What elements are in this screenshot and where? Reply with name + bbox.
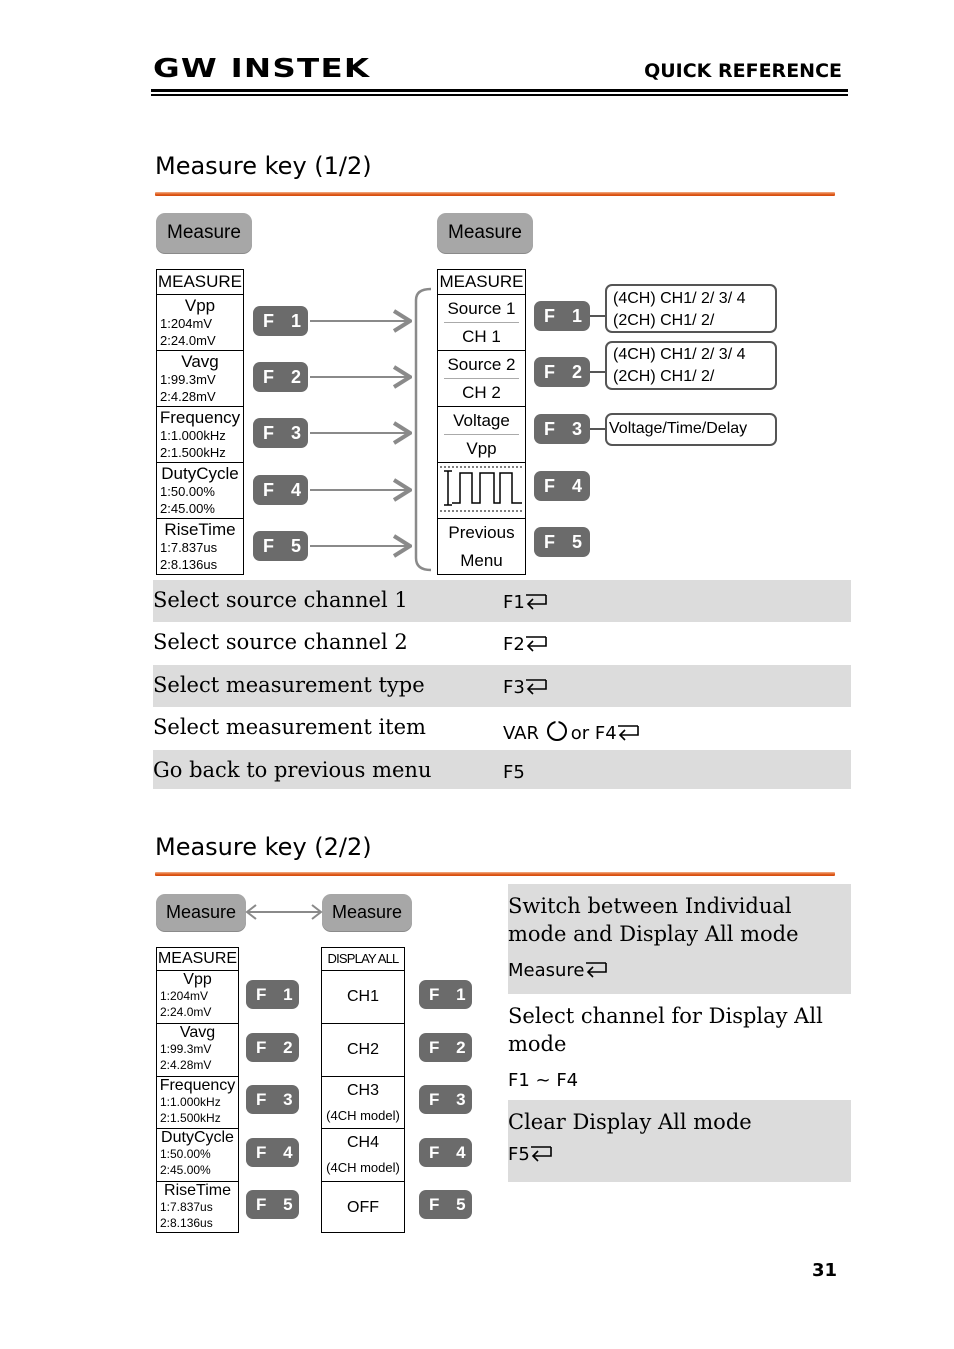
f3-key[interactable]: F 3 — [246, 1085, 299, 1114]
menu-item-value: 2:45.00% — [160, 501, 215, 516]
key-label: F5 — [508, 1144, 530, 1165]
key-label: F2 — [503, 634, 525, 655]
description-block — [508, 994, 851, 1100]
option-line: (4CH) CH1/ 2/ 3/ 4 — [613, 346, 746, 363]
menu-item-name: Frequency — [159, 408, 241, 427]
menu-item-type — [438, 407, 525, 463]
section1-underline — [155, 192, 835, 196]
table-row — [153, 580, 851, 622]
description-text: Clear Display All mode — [508, 1110, 752, 1134]
enter-icon — [525, 679, 547, 695]
menu-header: MEASURE — [157, 948, 238, 971]
menu-item-value: 2:24.0mV — [160, 333, 216, 348]
menu-item-off — [322, 1182, 404, 1235]
f4-key[interactable]: F 4 — [253, 475, 308, 505]
option-line: (4CH) CH1/ 2/ 3/ 4 — [613, 290, 746, 307]
menu-item-label: Previous — [448, 523, 515, 542]
menu-item-previous — [438, 519, 525, 575]
menu-item-value: 2:4.28mV — [160, 1057, 212, 1072]
gw-instek-logo: GW INSTEK — [153, 54, 371, 84]
bracket — [416, 289, 431, 570]
key-label: VAR — [503, 723, 539, 744]
menu-header: MEASURE — [438, 270, 525, 295]
menu-item — [157, 519, 243, 575]
menu-item-value: 1:1.000kHz — [160, 428, 226, 443]
menu-item-value: Vpp — [466, 439, 497, 458]
menu-item-value: CH 2 — [462, 383, 501, 402]
description-text: Switch between Individual mode and Display All mode — [508, 894, 799, 946]
measure-key-button[interactable]: Measure — [156, 894, 246, 931]
row-key — [503, 592, 547, 613]
enter-icon — [585, 962, 607, 978]
key-label: Measure — [508, 960, 585, 981]
description-block — [508, 1100, 851, 1182]
menu-item-label: CH1 — [346, 988, 379, 1005]
f1-key[interactable]: F 1 — [419, 980, 472, 1009]
description-key — [508, 1136, 851, 1165]
display-all-menu-panel — [321, 947, 405, 1233]
table-row — [153, 707, 851, 749]
menu-item-value: 1:50.00% — [160, 484, 215, 499]
row-description: Select source channel 1 — [153, 588, 408, 612]
f2-key[interactable]: F 2 — [534, 357, 590, 387]
menu-item-label: Menu — [460, 551, 503, 570]
var-knob-icon — [545, 719, 571, 743]
header-rule — [151, 89, 848, 92]
f2-key[interactable]: F 2 — [419, 1033, 472, 1062]
measure-key-button[interactable]: Measure — [156, 213, 252, 253]
menu-item-ch3 — [322, 1077, 404, 1130]
menu-item-note: (4CH model) — [326, 1107, 400, 1123]
menu-item-value: 1:7.837us — [160, 1200, 213, 1215]
menu-item-value: 2:45.00% — [160, 1163, 211, 1178]
key-label: F1 — [503, 592, 525, 613]
table-row — [153, 665, 851, 707]
option-line: (2CH) CH1/ 2/ — [613, 368, 715, 385]
row-key: F5 — [503, 762, 525, 783]
f1-key[interactable]: F 1 — [534, 301, 590, 331]
table-row — [153, 622, 851, 664]
menu-item-label: Source 1 — [444, 295, 519, 323]
menu-item-name: Vpp — [184, 296, 216, 315]
menu-item-value: 2:1.500kHz — [160, 445, 226, 460]
f5-key[interactable]: F 5 — [419, 1190, 472, 1219]
menu-item-value: 1:204mV — [160, 316, 213, 331]
row-description: Select measurement item — [153, 715, 426, 739]
description-key: F1 ~ F4 — [508, 1070, 579, 1091]
page-number: 31 — [812, 1260, 838, 1281]
menu-item-name: Vavg — [181, 352, 219, 371]
row-key — [503, 634, 547, 655]
measure-key-button[interactable]: Measure — [322, 894, 412, 931]
option-line: (2CH) CH1/ 2/ — [613, 312, 715, 329]
menu-item-name: DutyCycle — [161, 464, 239, 483]
row-key — [503, 677, 547, 698]
row-description: Select measurement type — [153, 673, 425, 697]
f2-key[interactable]: F 2 — [253, 362, 308, 392]
f4-key[interactable]: F 4 — [246, 1138, 299, 1167]
menu-item-value: 1:7.837us — [160, 540, 218, 555]
row-description: Go back to previous menu — [153, 758, 432, 782]
menu-item-source2 — [438, 351, 525, 407]
measurement-type-options — [605, 413, 777, 446]
key-label: F3 — [503, 677, 525, 698]
menu-item-value: 1:204mV — [160, 989, 209, 1003]
flow-arrows — [300, 280, 440, 580]
menu-item-ch2 — [322, 1024, 404, 1077]
menu-item-label: OFF — [347, 1199, 379, 1217]
row-key — [503, 719, 639, 744]
menu-item — [157, 971, 238, 1024]
menu-item-value: 1:1.000kHz — [160, 1094, 221, 1109]
menu-item — [157, 1077, 238, 1130]
table-row — [153, 750, 851, 789]
menu-item-value: 1:99.3mV — [160, 372, 216, 387]
menu-item-note: (4CH model) — [326, 1160, 400, 1176]
f4-key[interactable]: F 4 — [534, 471, 590, 501]
menu-item-value: 2:24.0mV — [160, 1005, 212, 1019]
source-channel-options — [605, 284, 777, 333]
f5-key[interactable]: F 5 — [253, 531, 308, 561]
header-rule-thin — [151, 94, 848, 96]
menu-item-value: 2:8.136us — [160, 1216, 213, 1231]
enter-icon — [617, 725, 639, 741]
menu-item — [157, 463, 243, 519]
f5-key[interactable]: F 5 — [246, 1190, 299, 1219]
measure-key-button[interactable]: Measure — [437, 213, 533, 253]
menu-item-ch1 — [322, 971, 404, 1024]
menu-item-label: CH2 — [346, 1040, 379, 1058]
menu-item-value: 2:4.28mV — [160, 389, 216, 404]
menu-header: MEASURE — [157, 270, 243, 295]
enter-icon — [525, 594, 547, 610]
menu-header: DISPLAY ALL — [322, 948, 404, 971]
menu-item — [157, 407, 243, 463]
source-channel-options — [605, 341, 777, 390]
f3-key[interactable]: F 3 — [419, 1085, 472, 1114]
menu-item-label: Source 2 — [444, 351, 519, 379]
menu-item-value: CH 1 — [462, 327, 501, 346]
menu-item-waveform — [438, 463, 525, 519]
menu-item-value: 1:50.00% — [160, 1147, 211, 1162]
menu-item — [157, 1182, 238, 1235]
measure-menu-panel — [156, 269, 244, 575]
menu-item-name: Vpp — [183, 971, 212, 988]
enter-icon — [530, 1146, 552, 1162]
f1-key[interactable]: F 1 — [253, 306, 308, 336]
menu-item-value: 1:99.3mV — [160, 1041, 212, 1056]
section2-title: Measure key (2/2) — [155, 833, 372, 861]
menu-item — [157, 1129, 238, 1182]
menu-item-name: DutyCycle — [161, 1129, 234, 1147]
menu-item-label: CH3 — [346, 1081, 379, 1099]
f1-key[interactable]: F 1 — [246, 980, 299, 1009]
menu-item — [157, 351, 243, 407]
section1-title: Measure key (1/2) — [155, 152, 372, 180]
menu-item-label: CH4 — [346, 1134, 379, 1152]
pulse-waveform-icon — [438, 463, 525, 515]
option-line: Voltage/Time/Delay — [609, 420, 748, 437]
f2-key[interactable]: F 2 — [246, 1033, 299, 1062]
menu-item — [157, 1024, 238, 1077]
key-label: or F4 — [570, 723, 617, 744]
f3-key[interactable]: F 3 — [534, 414, 590, 444]
menu-item-ch4 — [322, 1129, 404, 1182]
menu-item-value: 2:8.136us — [160, 557, 218, 572]
menu-item-name: Frequency — [159, 1076, 236, 1094]
measure-source-menu-panel — [437, 269, 526, 575]
description-key — [508, 948, 851, 981]
description-block — [508, 884, 851, 994]
menu-item-value: 2:1.500kHz — [160, 1110, 221, 1125]
menu-item-name: Vavg — [179, 1023, 216, 1041]
description-text: Select channel for Display All mode — [508, 1004, 823, 1056]
menu-item-name: RiseTime — [164, 520, 236, 539]
toggle-arrow — [244, 902, 324, 922]
f5-key[interactable]: F 5 — [534, 527, 590, 557]
measure-menu-panel — [156, 947, 239, 1233]
running-header: QUICK REFERENCE — [644, 60, 842, 82]
f4-key[interactable]: F 4 — [419, 1138, 472, 1167]
menu-item-source1 — [438, 295, 525, 351]
row-description: Select source channel 2 — [153, 630, 408, 654]
menu-item — [157, 295, 243, 351]
menu-item-label: Voltage — [444, 407, 519, 435]
menu-item-name: RiseTime — [164, 1182, 231, 1200]
f3-key[interactable]: F 3 — [253, 418, 308, 448]
enter-icon — [525, 636, 547, 652]
section2-underline — [155, 872, 835, 876]
